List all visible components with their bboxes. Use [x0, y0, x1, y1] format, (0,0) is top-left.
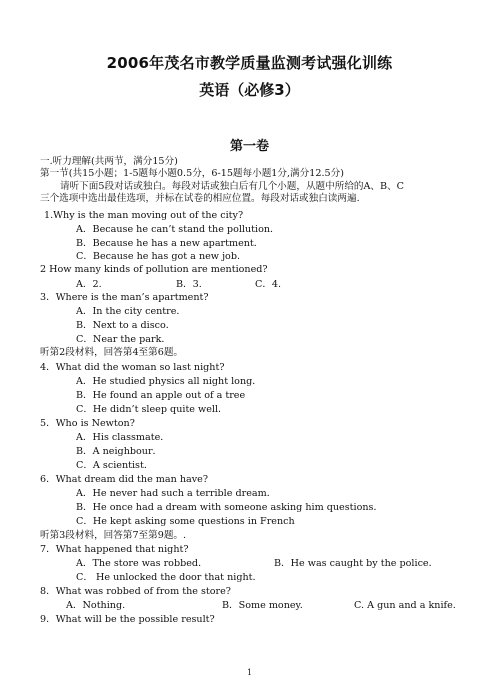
- answer-option: B．He once had a dream with someone asking him questions．: [76, 502, 384, 513]
- question-stem: 8．What was robbed of from the store?: [40, 586, 231, 597]
- listening-note: 听第2段材料，回答第4至第6题。: [40, 347, 184, 358]
- answer-option: C．Near the park．: [76, 334, 171, 345]
- question-stem: 1.Why is the man moving out of the city?: [44, 210, 244, 221]
- document-subtitle: 英语（必修3）: [199, 81, 300, 99]
- instructions-line-2: 三个选项中选出最佳选项，并标在试卷的相应位置。每段对话或独白读两遍.: [40, 193, 360, 204]
- answer-option: A．In the city centre．: [76, 306, 187, 317]
- document-title: 2006年茂名市教学质量监测考试强化训练: [106, 54, 393, 72]
- listening-note: 听第3段材料，回答第7至第9题。.: [40, 530, 187, 541]
- question-stem: 9．What will be the possible result?: [40, 614, 215, 625]
- answer-option: B．He was caught by the police．: [274, 558, 439, 569]
- answer-option: B．Some money.: [222, 600, 303, 611]
- answer-option: B．3.: [176, 279, 202, 290]
- answer-option: B．He found an apple out of a tree: [76, 390, 246, 401]
- answer-option: A．He studied physics all night long．: [76, 376, 262, 387]
- question-stem: 4．What did the woman so last night?: [40, 362, 225, 373]
- answer-option: B．A neighbour．: [76, 446, 163, 457]
- instructions-line-1: 请听下面5段对话或独白。每段对话或独白后有几个小题，从题中所给的A、B、C: [60, 181, 405, 192]
- answer-option: A．He never had such a terrible dream．: [76, 488, 277, 499]
- answer-option: C．4.: [255, 279, 282, 290]
- question-stem: 3．Where is the man’s apartment?: [40, 292, 209, 303]
- answer-option: C．He didn’t sleep quite well．: [76, 404, 228, 415]
- answer-option: A．Nothing.: [66, 600, 126, 611]
- question-stem: 2 How many kinds of pollution are mentioned?: [40, 264, 268, 275]
- question-stem: 5．Who is Newton?: [40, 418, 135, 429]
- answer-option: B．Next to a disco．: [76, 320, 176, 331]
- volume-heading: 第一卷: [229, 139, 269, 154]
- answer-option: C．He kept asking some questions in French: [76, 516, 295, 527]
- answer-option: C． He unlocked the door that night.: [76, 572, 256, 583]
- page-number: 1: [246, 668, 253, 677]
- part-heading: 第一节(共15小题；1-5题每小题0.5分，6-15题每小题1分,满分12.5分): [40, 168, 344, 179]
- answer-option: C．A scientist．: [76, 460, 154, 471]
- answer-option: A．Because he can’t stand the pollution．: [76, 224, 280, 235]
- answer-option: B．Because he has a new apartment．: [76, 238, 264, 249]
- answer-option: A．His classmate．: [76, 432, 170, 443]
- answer-option: A．The store was robbed．: [76, 558, 208, 569]
- question-stem: 6．What dream did the man have?: [40, 474, 208, 485]
- answer-option: A．2.: [76, 279, 102, 290]
- answer-option: C．Because he has got a new job.: [76, 251, 241, 262]
- question-stem: 7．What happened that night?: [40, 544, 189, 555]
- section-heading: 一.听力理解(共两节，满分15分): [40, 156, 178, 167]
- answer-option: C. A gun and a knife.: [354, 600, 456, 611]
